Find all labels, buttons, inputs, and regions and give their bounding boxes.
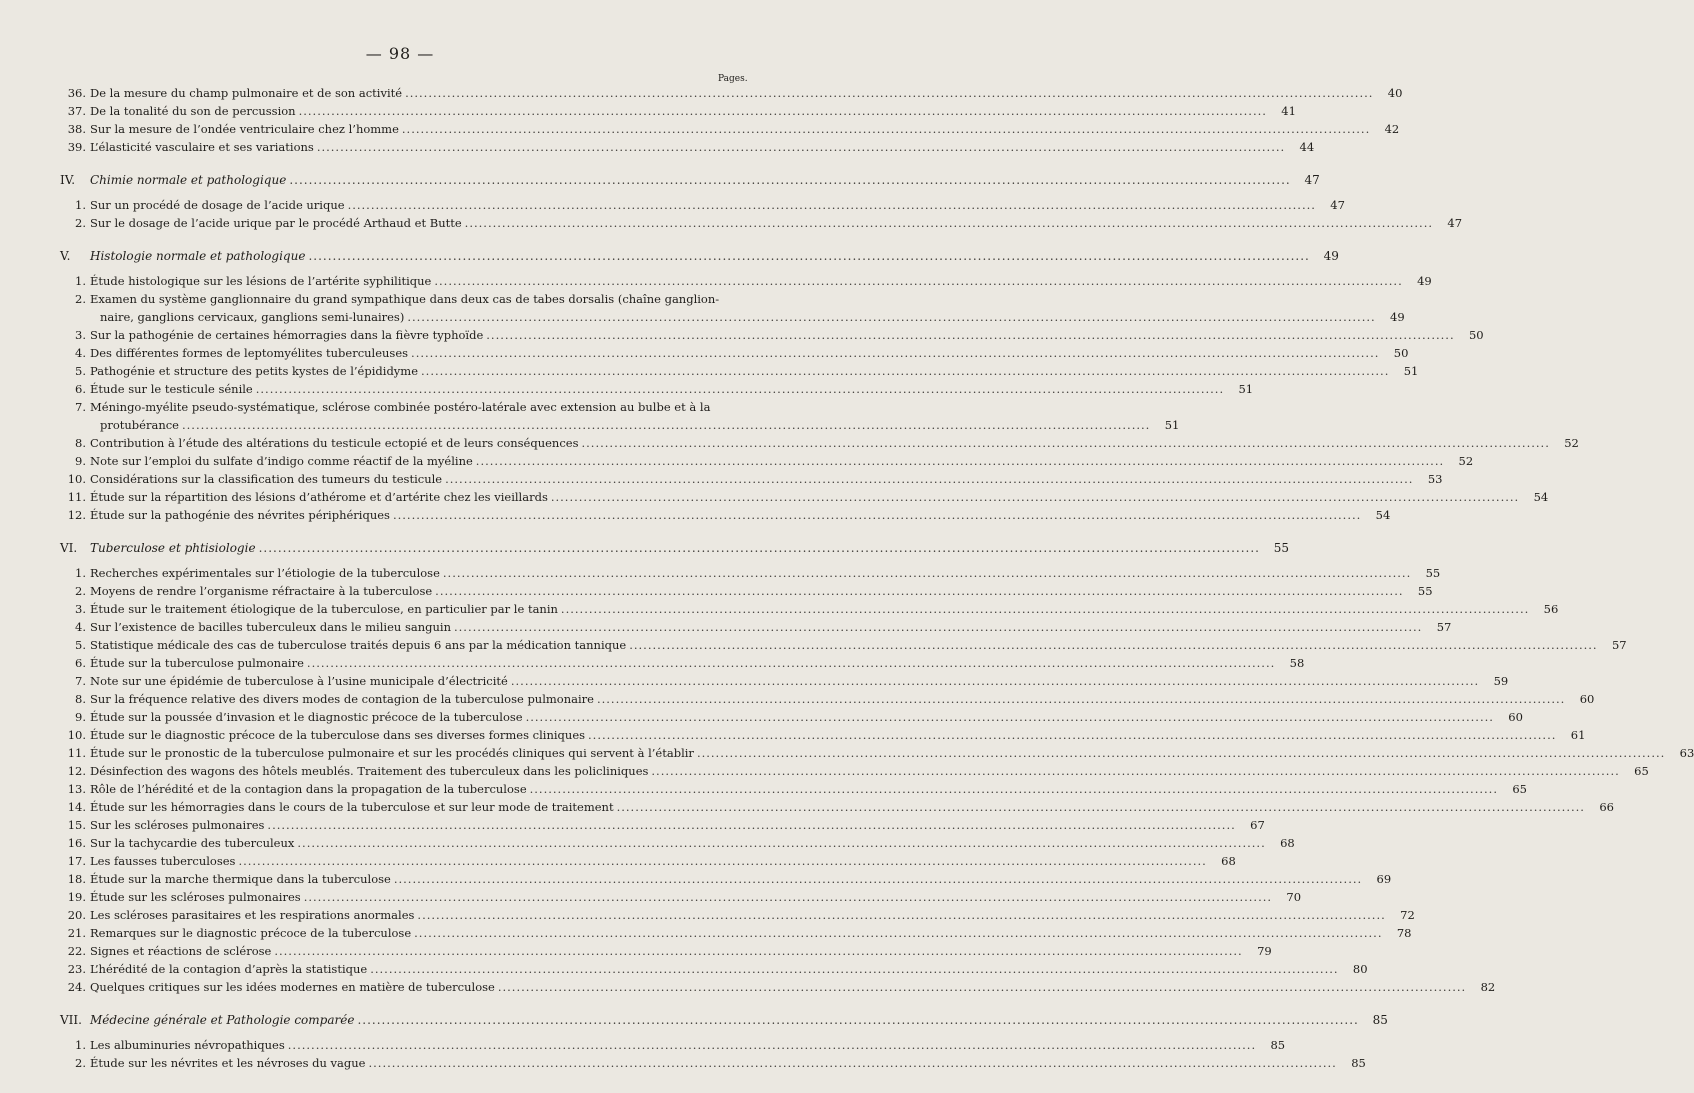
- dot-leader: [304, 888, 1272, 906]
- entry-title: Les fausses tuberculoses: [90, 854, 236, 868]
- entry-page-number: 57: [1611, 638, 1627, 652]
- entry-title: Note sur une épidémie de tuberculose à l’usine municipale d’électricité: [90, 674, 508, 688]
- toc-entry: [60, 600, 1559, 618]
- entry-page-number: 65: [1512, 782, 1527, 796]
- entry-number: 4.: [75, 620, 86, 634]
- toc-entry: [60, 906, 1415, 924]
- entry-title: L’élasticité vasculaire et ses variations: [90, 140, 314, 154]
- toc-entry: [60, 870, 1392, 888]
- toc-entry: [60, 214, 1463, 232]
- section-number: VII.: [60, 1013, 82, 1027]
- section-number: IV.: [60, 173, 76, 187]
- dot-leader: [435, 582, 1403, 600]
- entry-page-number: 61: [1570, 728, 1586, 742]
- entry-page-number: 78: [1396, 926, 1412, 940]
- entry-title: Les scléroses parasitaires et les respirations anormales: [90, 908, 415, 922]
- entry-number: 21.: [67, 926, 86, 940]
- entry-title: Étude sur la répartition des lésions d’athérome et d’artérite chez les vieillards: [90, 490, 548, 504]
- entry-page-number: 42: [1384, 122, 1400, 136]
- dot-leader: [651, 762, 1619, 780]
- entry-number: 36.: [67, 86, 86, 100]
- toc-entry: [60, 960, 1368, 978]
- dot-leader: [582, 434, 1550, 452]
- entry-page-number: 59: [1493, 674, 1509, 688]
- toc-entry: [60, 120, 1400, 138]
- dot-leader: [405, 84, 1373, 102]
- dot-leader: [259, 539, 1260, 557]
- entry-title: Des différentes formes de leptomyélites tuberculeuses: [90, 346, 409, 360]
- entry-page-number: 72: [1400, 908, 1415, 922]
- toc-entry: [60, 726, 1586, 744]
- entry-page-number: 52: [1458, 454, 1474, 468]
- entry-title: Signes et réactions de sclérose: [90, 944, 272, 958]
- dot-leader: [434, 272, 1402, 290]
- entry-title: Moyens de rendre l’organisme réfractaire à la tuberculose: [90, 584, 433, 598]
- entry-page-number: 68: [1221, 854, 1236, 868]
- toc-entry: [60, 416, 1180, 434]
- entry-title: Quelques critiques sur les idées modernes en matière de tuberculose: [90, 980, 495, 994]
- entry-title: Sur la mesure de l’ondée ventriculaire chez l’homme: [90, 122, 399, 136]
- entry-page-number: 66: [1599, 800, 1614, 814]
- entry-number: 37.: [67, 104, 86, 118]
- page-number: — 98 —: [365, 44, 435, 63]
- toc-entry: [60, 744, 1694, 762]
- entry-number: 39.: [67, 140, 86, 154]
- entry-title: Étude sur la poussée d’invasion et le diagnostic précoce de la tuberculose: [90, 710, 523, 724]
- section-number: VI.: [60, 541, 78, 555]
- entry-page-number: 52: [1564, 436, 1579, 450]
- entry-number: 1.: [75, 566, 86, 580]
- entry-page-number: 54: [1375, 508, 1391, 522]
- entry-page-number: 57: [1436, 620, 1452, 634]
- entry-page-number: 50: [1393, 346, 1409, 360]
- entry-title: Étude sur la tuberculose pulmonaire: [90, 656, 304, 670]
- entry-title: Sur la tachycardie des tuberculeux: [90, 836, 295, 850]
- toc-entry: [60, 138, 1315, 156]
- entry-title: Étude sur la marche thermique dans la tuberculose: [90, 872, 391, 886]
- entry-number: 11.: [67, 746, 86, 760]
- entry-title: Étude sur le testicule sénile: [90, 382, 253, 396]
- entry-page-number: 55: [1417, 584, 1433, 598]
- entry-title: Étude sur les hémorragies dans le cours de la tuberculose et sur leur mode de traitement: [90, 800, 614, 814]
- entry-number: 23.: [67, 962, 86, 976]
- entry-number: 12.: [67, 508, 86, 522]
- entry-number: 38.: [67, 122, 86, 136]
- dot-leader: [368, 1054, 1336, 1072]
- entry-page-number: 69: [1376, 872, 1392, 886]
- toc-entry: [60, 362, 1419, 380]
- entry-page-number: 51: [1164, 418, 1180, 432]
- entry-title: Étude sur les névrites et les névroses du vague: [90, 1056, 366, 1070]
- entry-number: 19.: [67, 890, 86, 904]
- entry-page-number: 58: [1289, 656, 1305, 670]
- entry-number: 24.: [67, 980, 86, 994]
- toc-entry: [60, 452, 1474, 470]
- entry-title: protubérance: [100, 418, 179, 432]
- dot-leader: [417, 906, 1385, 924]
- dot-leader: [617, 798, 1585, 816]
- entry-number: 5.: [75, 638, 86, 652]
- entry-number: 6.: [75, 656, 86, 670]
- entry-page-number: 70: [1286, 890, 1302, 904]
- toc-entry: [60, 798, 1614, 816]
- section-page-number: 49: [1323, 249, 1339, 263]
- dot-leader: [697, 744, 1665, 762]
- entry-number: 12.: [67, 764, 86, 778]
- entry-page-number: 49: [1417, 274, 1432, 288]
- toc-entry: [60, 852, 1236, 870]
- dot-leader: [443, 564, 1411, 582]
- dot-leader: [393, 506, 1361, 524]
- entry-page-number: 44: [1299, 140, 1315, 154]
- section-title: Histologie normale et pathologique: [90, 249, 306, 263]
- entry-number: 20.: [67, 908, 86, 922]
- entry-title: Étude histologique sur les lésions de l’artérite syphilitique: [90, 274, 432, 288]
- toc-entry: [60, 978, 1496, 996]
- entry-title: Sur la pathogénie de certaines hémorragies dans la fièvre typhoïde: [90, 328, 484, 342]
- dot-leader: [297, 834, 1265, 852]
- dot-leader: [445, 470, 1413, 488]
- dot-leader: [411, 344, 1379, 362]
- entry-number: 1.: [75, 198, 86, 212]
- entry-title: Étude sur le traitement étiologique de la tuberculose, en particulier par le tanin: [90, 602, 558, 616]
- toc-entry: [60, 196, 1345, 214]
- entry-page-number: 47: [1330, 198, 1345, 212]
- dot-leader: [551, 488, 1519, 506]
- dot-leader: [357, 1011, 1358, 1029]
- entry-page-number: 79: [1257, 944, 1272, 958]
- entry-title: Sur le dosage de l’acide urique par le procédé Arthaud et Butte: [90, 216, 462, 230]
- entry-page-number: 85: [1351, 1056, 1366, 1070]
- toc-entry: [60, 308, 1405, 326]
- entry-number: 11.: [67, 490, 86, 504]
- entry-title: naire, ganglions cervicaux, ganglions semi-lunaires): [100, 310, 405, 324]
- toc-entry: [60, 618, 1452, 636]
- entry-title: L’hérédité de la contagion d’après la statistique: [90, 962, 368, 976]
- entry-title: Note sur l’emploi du sulfate d’indigo comme réactif de la myéline: [90, 454, 473, 468]
- entry-number: 8.: [75, 692, 86, 706]
- entry-number: 17.: [67, 854, 86, 868]
- entry-number: 9.: [75, 454, 86, 468]
- entry-number: 3.: [75, 602, 86, 616]
- toc-entry: [60, 344, 1409, 362]
- dot-leader: [414, 924, 1382, 942]
- toc-entry: [60, 434, 1579, 452]
- entry-page-number: 67: [1250, 818, 1265, 832]
- toc-entry: [60, 942, 1272, 960]
- toc-entry: [60, 816, 1265, 834]
- dot-leader: [288, 1036, 1256, 1054]
- entry-title: Contribution à l’étude des altérations du testicule ectopié et de leurs conséquences: [90, 436, 579, 450]
- toc-entry: [60, 506, 1391, 524]
- dot-leader: [299, 102, 1267, 120]
- dot-leader: [561, 600, 1529, 618]
- entry-title: Considérations sur la classification des tumeurs du testicule: [90, 472, 443, 486]
- toc-entry: [60, 272, 1432, 290]
- entry-number: 9.: [75, 710, 86, 724]
- toc-entry: [60, 654, 1305, 672]
- entry-page-number: 60: [1579, 692, 1595, 706]
- entry-page-number: 40: [1387, 86, 1403, 100]
- entry-number: 8.: [75, 436, 86, 450]
- entry-number: 2.: [75, 584, 86, 598]
- entry-number: 10.: [67, 728, 86, 742]
- section-heading: [60, 1011, 1388, 1029]
- entry-number: 16.: [67, 836, 86, 850]
- entry-page-number: 54: [1533, 490, 1549, 504]
- entry-title: Les albuminuries névropathiques: [90, 1038, 285, 1052]
- entry-page-number: 47: [1447, 216, 1463, 230]
- section-page-number: 47: [1304, 173, 1320, 187]
- entry-page-number: 80: [1352, 962, 1368, 976]
- entry-number: 2.: [75, 1056, 86, 1070]
- toc-entry: [60, 398, 766, 416]
- section-title: Chimie normale et pathologique: [90, 173, 287, 187]
- entry-page-number: 60: [1508, 710, 1523, 724]
- dot-leader: [256, 380, 1224, 398]
- section-number: V.: [60, 249, 71, 263]
- entry-title: Examen du système ganglionnaire du grand sympathique dans deux cas de tabes dorsalis (chaîne ganglion-: [90, 292, 720, 306]
- entry-page-number: 51: [1403, 364, 1419, 378]
- entry-page-number: 65: [1634, 764, 1649, 778]
- entry-title: Sur l’existence de bacilles tuberculeux dans le milieu sanguin: [90, 620, 451, 634]
- entry-page-number: 63: [1679, 746, 1694, 760]
- entry-page-number: 53: [1427, 472, 1443, 486]
- toc-entry: [60, 1054, 1366, 1072]
- section-title: Tuberculose et phtisiologie: [90, 541, 256, 555]
- toc-entry: [60, 380, 1254, 398]
- toc-entry: [60, 564, 1441, 582]
- toc-entry: [60, 102, 1296, 120]
- entry-number: 10.: [67, 472, 86, 486]
- toc-entry: [60, 780, 1527, 798]
- entry-page-number: 55: [1425, 566, 1441, 580]
- entry-page-number: 41: [1281, 104, 1296, 118]
- entry-page-number: 49: [1390, 310, 1405, 324]
- entry-title: Désinfection des wagons des hôtels meublés. Traitement des tuberculeux dans les policliniques: [90, 764, 649, 778]
- entry-number: 15.: [67, 818, 86, 832]
- entry-title: Étude sur la pathogénie des névrites périphériques: [90, 508, 390, 522]
- entry-page-number: 50: [1468, 328, 1484, 342]
- dot-leader: [407, 308, 1375, 326]
- dot-leader: [486, 326, 1454, 344]
- entry-title: Recherches expérimentales sur l’étiologie de la tuberculose: [90, 566, 440, 580]
- entry-number: 18.: [67, 872, 86, 886]
- toc-entry: [60, 326, 1484, 344]
- toc-entry: [60, 672, 1509, 690]
- entry-page-number: 85: [1270, 1038, 1286, 1052]
- dot-leader: [511, 672, 1479, 690]
- toc-entry: [60, 290, 766, 308]
- entry-title: Remarques sur le diagnostic précoce de la tuberculose: [90, 926, 412, 940]
- entry-title: Pathogénie et structure des petits kystes de l’épididyme: [90, 364, 419, 378]
- entry-number: 6.: [75, 382, 86, 396]
- entry-number: 1.: [75, 1038, 86, 1052]
- entry-title: Sur la fréquence relative des divers modes de contagion de la tuberculose pulmonaire: [90, 692, 594, 706]
- toc-entry: [60, 690, 1595, 708]
- toc-entry: [60, 488, 1549, 506]
- entry-number: 13.: [67, 782, 86, 796]
- entry-title: De la mesure du champ pulmonaire et de son activité: [90, 86, 403, 100]
- toc-entry: [60, 762, 1649, 780]
- dot-leader: [307, 654, 1275, 672]
- dot-leader: [348, 196, 1316, 214]
- dot-leader: [454, 618, 1422, 636]
- entry-number: 7.: [75, 400, 86, 414]
- table-of-contents: [60, 84, 1694, 1072]
- entry-number: 4.: [75, 346, 86, 360]
- dot-leader: [370, 960, 1338, 978]
- dot-leader: [182, 416, 1150, 434]
- entry-title: Étude sur le diagnostic précoce de la tuberculose dans ses diverses formes cliniques: [90, 728, 586, 742]
- entry-number: 2.: [75, 216, 86, 230]
- entry-title: Étude sur les scléroses pulmonaires: [90, 890, 301, 904]
- toc-entry: [60, 708, 1523, 726]
- entry-title: Méningo-myélite pseudo-systématique, sclérose combinée postéro-latérale avec extension au bulbe et à la: [90, 400, 711, 414]
- toc-entry: [60, 834, 1295, 852]
- dot-leader: [238, 852, 1206, 870]
- entry-page-number: 68: [1280, 836, 1295, 850]
- toc-entry: [60, 636, 1627, 654]
- entry-page-number: 82: [1480, 980, 1496, 994]
- entry-number: 3.: [75, 328, 86, 342]
- dot-leader: [530, 780, 1498, 798]
- entry-number: 2.: [75, 292, 86, 306]
- dot-leader: [289, 171, 1290, 189]
- dot-leader: [526, 708, 1494, 726]
- entry-title: Sur les scléroses pulmonaires: [90, 818, 265, 832]
- entry-number: 5.: [75, 364, 86, 378]
- entry-title: Rôle de l’hérédité et de la contagion dans la propagation de la tuberculose: [90, 782, 527, 796]
- entry-title: De la tonalité du son de percussion: [90, 104, 296, 118]
- section-page-number: 55: [1273, 541, 1289, 555]
- dot-leader: [402, 120, 1370, 138]
- toc-entry: [60, 582, 1433, 600]
- section-heading: [60, 539, 1289, 557]
- dot-leader: [465, 214, 1433, 232]
- entry-page-number: 56: [1543, 602, 1559, 616]
- toc-entry: [60, 888, 1302, 906]
- dot-leader: [498, 978, 1466, 996]
- toc-entry: [60, 924, 1412, 942]
- entry-number: 22.: [67, 944, 86, 958]
- toc-entry: [60, 470, 1443, 488]
- section-heading: [60, 247, 1339, 265]
- entry-title: Statistique médicale des cas de tuberculose traités depuis 6 ans par la médication tannique: [90, 638, 627, 652]
- dot-leader: [394, 870, 1362, 888]
- dot-leader: [421, 362, 1389, 380]
- dot-leader: [308, 247, 1309, 265]
- entry-title: Étude sur le pronostic de la tuberculose pulmonaire et sur les procédés cliniques qui servent à l’établir: [90, 746, 694, 760]
- section-page-number: 85: [1372, 1013, 1388, 1027]
- entry-number: 1.: [75, 274, 86, 288]
- toc-entry: [60, 84, 1403, 102]
- entry-page-number: 51: [1238, 382, 1254, 396]
- entry-number: 14.: [67, 800, 86, 814]
- entry-title: Sur un procédé de dosage de l’acide urique: [90, 198, 345, 212]
- section-heading: [60, 171, 1320, 189]
- toc-entry: [60, 1036, 1286, 1054]
- dot-leader: [317, 138, 1285, 156]
- dot-leader: [476, 452, 1444, 470]
- dot-leader: [588, 726, 1556, 744]
- entry-number: 7.: [75, 674, 86, 688]
- dot-leader: [629, 636, 1597, 654]
- section-title: Médecine générale et Pathologie comparée: [90, 1013, 355, 1027]
- dot-leader: [267, 816, 1235, 834]
- dot-leader: [597, 690, 1565, 708]
- pages-column-header: Pages.: [718, 74, 748, 84]
- dot-leader: [274, 942, 1242, 960]
